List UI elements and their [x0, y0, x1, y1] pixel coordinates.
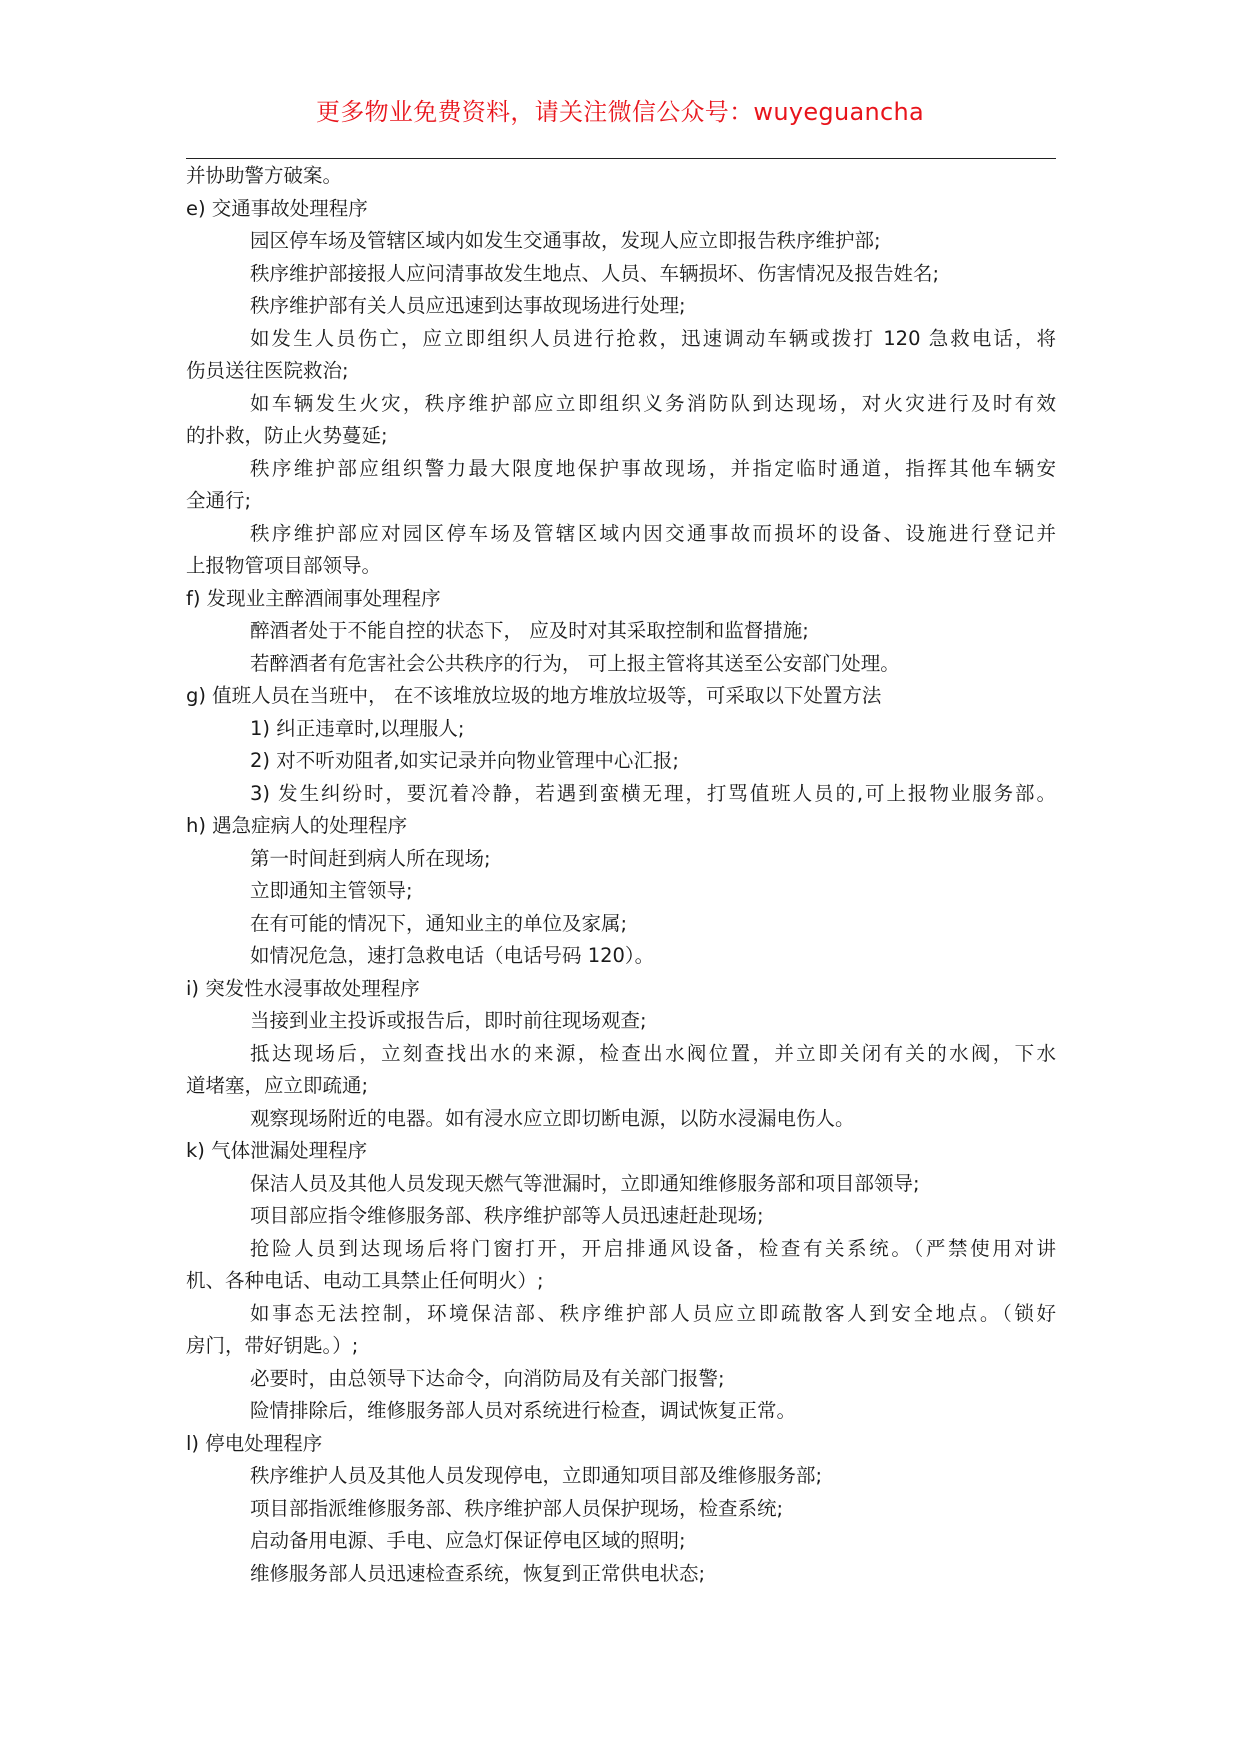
- text-line: i) 突发性水浸事故处理程序: [186, 976, 420, 1000]
- text-line: 必要时，由总领导下达命令，向消防局及有关部门报警;: [250, 1366, 725, 1390]
- header-divider: [186, 158, 1056, 159]
- text-line: 的扑救，防止火势蔓延;: [186, 424, 388, 447]
- text-line: 全通行;: [186, 489, 252, 512]
- text-line: 秩序维护部有关人员应迅速到达事故现场进行处理;: [250, 294, 686, 317]
- text-line: 如车辆发生火灾，秩序维护部应立即组织义务消防队到达现场，对火灾进行及时有效: [250, 391, 1056, 415]
- text-line: 如事态无法控制，环境保洁部、秩序维护部人员应立即疏散客人到安全地点。（锁好: [250, 1301, 1056, 1325]
- text-line: 当接到业主投诉或报告后，即时前往现场观查;: [250, 1009, 647, 1032]
- text-line: 房门，带好钥匙。）;: [186, 1334, 359, 1357]
- text-line: 立即通知主管领导;: [250, 879, 413, 902]
- text-line: 1) 纠正违章时,以理服人;: [250, 716, 465, 740]
- text-line: 启动备用电源、手电、应急灯保证停电区域的照明;: [250, 1529, 686, 1552]
- text-line: 险情排除后，维修服务部人员对系统进行检查，调试恢复正常。: [250, 1399, 797, 1422]
- text-line: 维修服务部人员迅速检查系统，恢复到正常供电状态;: [250, 1561, 706, 1585]
- text-line: 上报物管项目部领导。: [186, 554, 382, 577]
- text-line: 3) 发生纠纷时，要沉着冷静，若遇到蛮横无理，打骂值班人员的,可上报物业服务部。: [250, 781, 1056, 805]
- text-line: l) 停电处理程序: [186, 1431, 323, 1455]
- document-body: [186, 160, 1056, 1590]
- text-line: 秩序维护人员及其他人员发现停电，立即通知项目部及维修服务部;: [250, 1464, 823, 1487]
- text-line: k) 气体泄漏处理程序: [186, 1139, 368, 1162]
- text-line: 并协助警方破案。: [186, 164, 343, 187]
- text-line: 2) 对不听劝阻者,如实记录并向物业管理中心汇报;: [250, 749, 679, 772]
- text-line: 园区停车场及管辖区域内如发生交通事故，发现人应立即报告秩序维护部;: [250, 229, 881, 252]
- text-line: h) 遇急症病人的处理程序: [186, 814, 408, 837]
- text-line: 秩序维护部应组织警力最大限度地保护事故现场，并指定临时通道，指挥其他车辆安: [250, 456, 1056, 480]
- text-line: g) 值班人员在当班中， 在不该堆放垃圾的地方堆放垃圾等，可采取以下处置方法: [186, 684, 882, 707]
- text-line: 机、各种电话、电动工具禁止任何明火）;: [186, 1269, 544, 1292]
- text-line: e) 交通事故处理程序: [186, 196, 368, 220]
- text-line: 秩序维护部接报人应问清事故发生地点、人员、车辆损坏、伤害情况及报告姓名;: [250, 261, 940, 285]
- text-line: 醉酒者处于不能自控的状态下， 应及时对其采取控制和监督措施;: [250, 619, 809, 642]
- text-line: 项目部指派维修服务部、秩序维护部人员保护现场，检查系统;: [250, 1496, 784, 1520]
- text-line: 道堵塞，应立即疏通;: [186, 1074, 369, 1097]
- text-line: 项目部应指令维修服务部、秩序维护部等人员迅速赶赴现场;: [250, 1204, 764, 1227]
- text-line: 若醉酒者有危害社会公共秩序的行为， 可上报主管将其送至公安部门处理。: [250, 651, 900, 675]
- text-line: 保洁人员及其他人员发现天燃气等泄漏时，立即通知维修服务部和项目部领导;: [250, 1171, 920, 1195]
- text-line: 秩序维护部应对园区停车场及管辖区域内因交通事故而损坏的设备、设施进行登记并: [250, 521, 1056, 545]
- text-line: 如情况危急，速打急救电话（电话号码 120）。: [250, 944, 655, 967]
- text-line: 第一时间赶到病人所在现场;: [250, 846, 491, 870]
- text-line: f) 发现业主醉酒闹事处理程序: [186, 586, 441, 610]
- text-line: 抵达现场后，立刻查找出水的来源，检查出水阀位置，并立即关闭有关的水阀，下水: [250, 1041, 1056, 1065]
- text-line: 观察现场附近的电器。如有浸水应立即切断电源，以防水浸漏电伤人。: [250, 1106, 855, 1130]
- watermark-header: 更多物业免费资料，请关注微信公众号：wuyeguancha: [316, 98, 924, 126]
- text-line: 如发生人员伤亡，应立即组织人员进行抢救，迅速调动车辆或拨打 120 急救电话，将: [250, 326, 1056, 350]
- text-line: 抢险人员到达现场后将门窗打开，开启排通风设备，检查有关系统。（严禁使用对讲: [250, 1236, 1056, 1260]
- text-line: 在有可能的情况下，通知业主的单位及家属;: [250, 911, 628, 935]
- text-line: 伤员送往医院救治;: [186, 359, 349, 382]
